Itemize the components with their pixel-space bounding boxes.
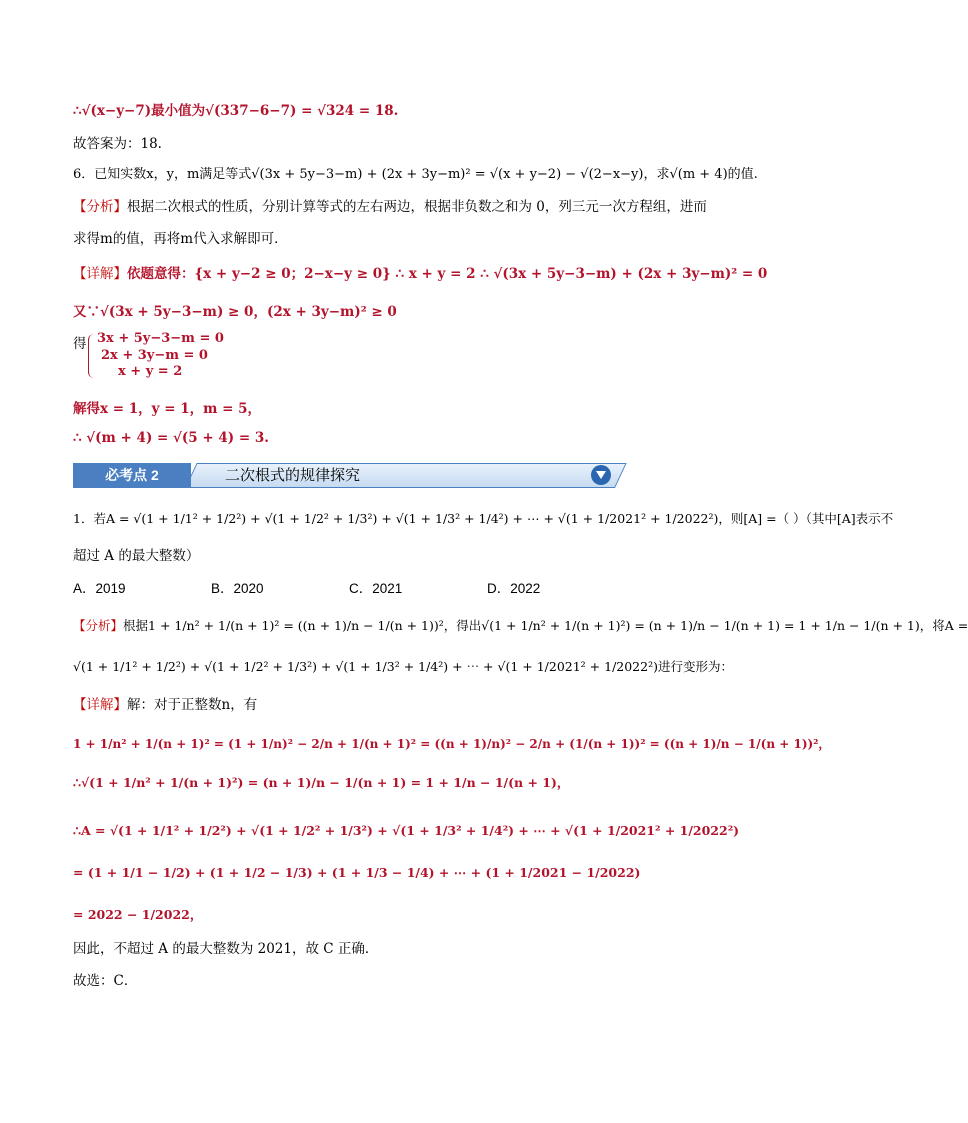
detail-tag: 【详解】 bbox=[73, 266, 127, 282]
option-b[interactable]: B．2020 bbox=[211, 581, 264, 596]
q1-derivation-2: ∴√(1 + 1/n² + 1/(n + 1)²) = (n + 1)/n − 1/(n + 1) = 1 + 1/n − 1/(n + 1)， bbox=[73, 775, 570, 790]
chevron-down-icon bbox=[591, 465, 611, 485]
q1-analysis bbox=[73, 615, 968, 637]
banner-title: 二次根式的规律探究 bbox=[225, 467, 361, 484]
detail-text: 依题意得：{x + y−2 ≥ 0；2−x−y ≥ 0} ∴ x + y = 2 ∴ √(3x + 5y−3−m) + (2x + 3y−m)² = 0 bbox=[127, 266, 768, 282]
q1-derivation-1: 1 + 1/n² + 1/(n + 1)² = (1 + 1/n)² − 2/n + 1/(n + 1)² = ((n + 1)/n)² − 2/n + (1/(n + 1))² = ((n + 1)/n − 1/(n + 1))²， bbox=[73, 737, 831, 751]
q1-detail-text: 解：对于正整数n，有 bbox=[127, 697, 258, 713]
banner-tag: 必考点 2 bbox=[73, 463, 191, 488]
question-1-stem-2: 超过 A 的最大整数） bbox=[73, 548, 200, 564]
system-prefix: 得 bbox=[73, 336, 87, 352]
q1-derivation-5: = 2022 − 1/2022， bbox=[73, 907, 203, 922]
detail-line-2: 又∵√(3x + 5y−3−m) ≥ 0，(2x + 3y−m)² ≥ 0 bbox=[73, 304, 397, 320]
system-equations bbox=[73, 333, 87, 355]
q1-detail-tag: 【详解】 bbox=[73, 697, 127, 713]
section-banner bbox=[73, 463, 615, 488]
q1-conclusion: 因此，不超过 A 的最大整数为 2021，故 C 正确． bbox=[73, 941, 379, 957]
answer-line: 故答案为：18. bbox=[73, 136, 162, 152]
options-row bbox=[73, 578, 625, 600]
q1-detail bbox=[73, 694, 257, 716]
analysis-line-2: 求得m的值，再将m代入求解即可． bbox=[73, 231, 288, 247]
solution-values: 解得x = 1，y = 1，m = 5， bbox=[73, 401, 261, 417]
q1-derivation-3: ∴A = √(1 + 1/1² + 1/2²) + √(1 + 1/2² + 1/3²) + √(1 + 1/3² + 1/4²) + ⋯ + √(1 + 1/2021² + 1/2022²) bbox=[73, 823, 740, 838]
analysis-tag: 【分析】 bbox=[73, 199, 127, 215]
final-result: ∴ √(m + 4) = √(5 + 4) = 3. bbox=[73, 430, 269, 446]
q1-derivation-4: = (1 + 1/1 − 1/2) + (1 + 1/2 − 1/3) + (1 + 1/3 − 1/4) + ⋯ + (1 + 1/2021 − 1/2022) bbox=[73, 865, 641, 880]
option-d[interactable]: D．2022 bbox=[487, 581, 541, 596]
detail-line bbox=[73, 263, 767, 285]
system-brace bbox=[88, 334, 97, 378]
option-a[interactable]: A．2019 bbox=[73, 581, 126, 596]
q1-analysis-tag: 【分析】 bbox=[73, 618, 124, 633]
q1-analysis-2: √(1 + 1/1² + 1/2²) + √(1 + 1/2² + 1/3²) + √(1 + 1/3² + 1/4²) + ⋯ + √(1 + 1/2021² + 1/2022²)进行变形为： bbox=[73, 659, 733, 674]
analysis-text: 根据二次根式的性质，分别计算等式的左右两边，根据非负数之和为 0，列三元一次方程组，进而 bbox=[127, 199, 707, 215]
analysis-line bbox=[73, 196, 707, 218]
solution-line: ∴√(x−y−7)最小值为√(337−6−7) = √324 = 18. bbox=[73, 103, 399, 119]
question-1-stem: 1．若A = √(1 + 1/1² + 1/2²) + √(1 + 1/2² + 1/3²) + √(1 + 1/3² + 1/4²) + ⋯ + √(1 + 1/2021² + 1/2022²)，则[A] =（ ）（其中[A]表示不 bbox=[73, 511, 894, 526]
problem-6-stem: 6．已知实数x，y，m满足等式√(3x + 5y−3−m) + (2x + 3y−m)² = √(x + y−2) − √(2−x−y)，求√(m + 4)的值. bbox=[73, 167, 758, 182]
equation-1: 3x + 5y−3−m = 0 bbox=[97, 331, 224, 346]
q1-analysis-text: 根据1 + 1/n² + 1/(n + 1)² = ((n + 1)/n − 1/(n + 1))²，得出√(1 + 1/n² + 1/(n + 1)²) = (n + 1)/n − 1/(n + 1) = 1 + 1/n − 1/(n + 1)，将A = bbox=[123, 618, 968, 633]
option-c[interactable]: C．2021 bbox=[349, 581, 403, 596]
equation-2: 2x + 3y−m = 0 bbox=[101, 348, 208, 363]
equation-3: x + y = 2 bbox=[118, 364, 183, 379]
q1-answer: 故选：C． bbox=[73, 973, 138, 989]
